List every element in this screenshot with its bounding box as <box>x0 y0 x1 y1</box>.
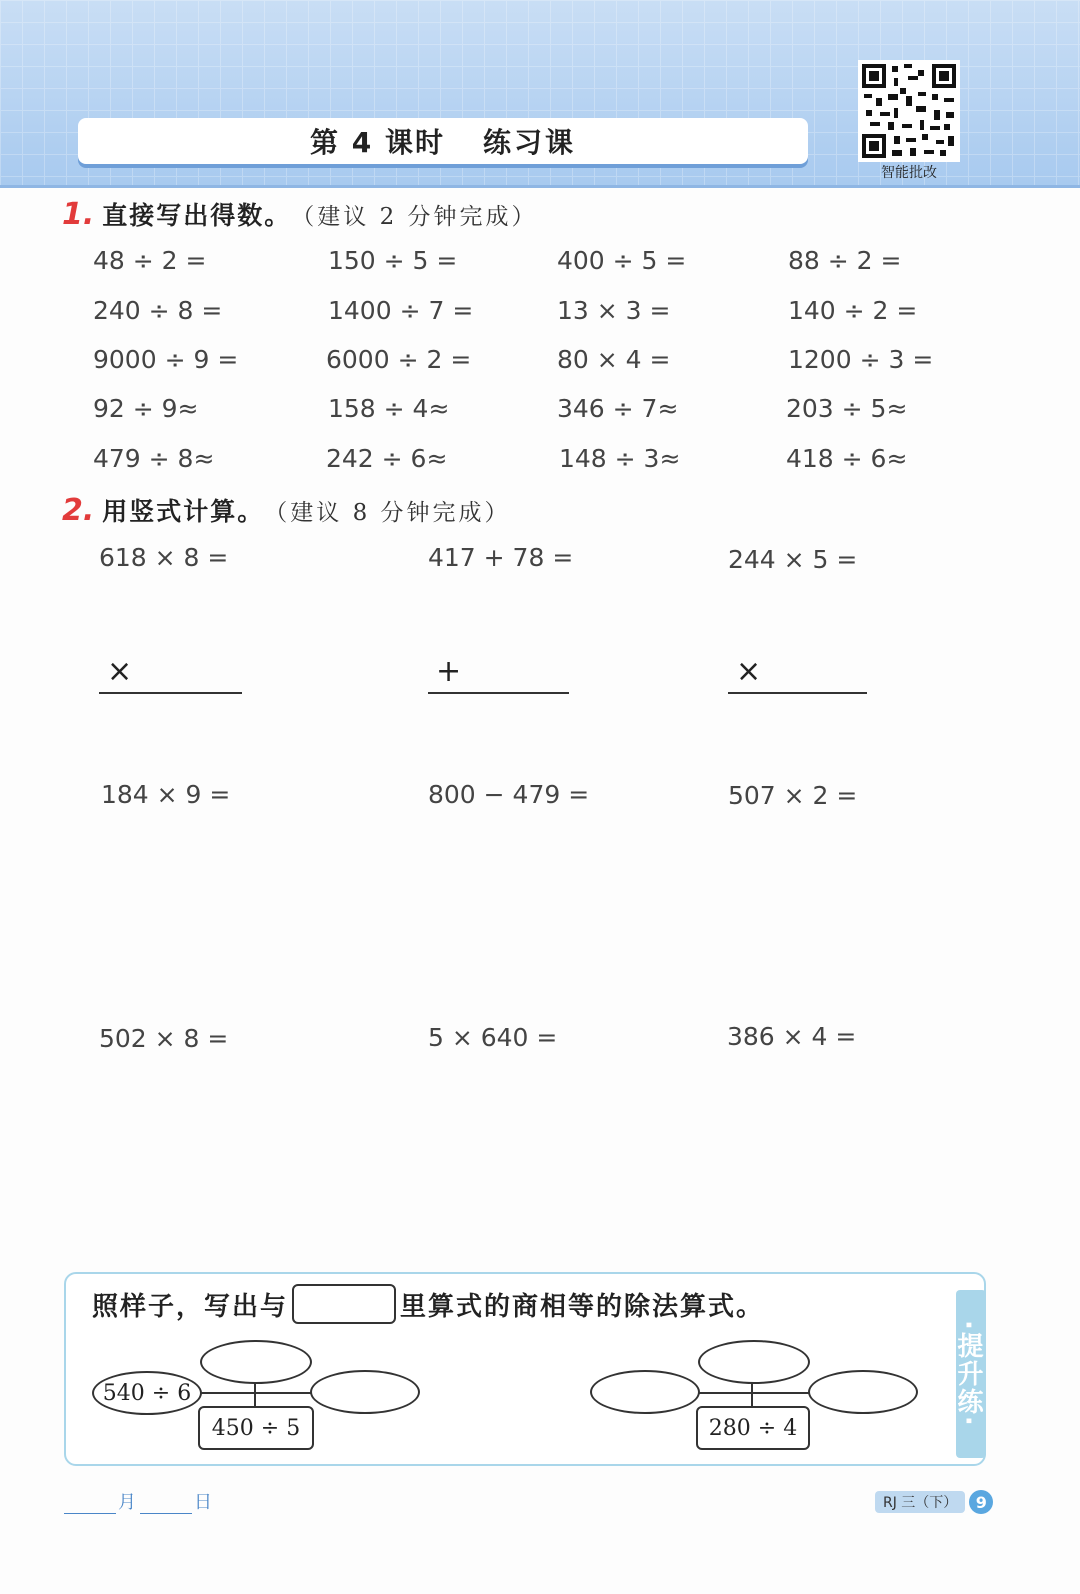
q2-item: 507 × 2 = <box>728 781 858 810</box>
instruction-text: 照样子，写出与 <box>92 1291 289 1322</box>
q1-item: 88 ÷ 2 = <box>788 246 902 275</box>
question-title: 用竖式计算。 <box>102 497 265 526</box>
month-label: 月 <box>118 1492 136 1513</box>
q1-item: 140 ÷ 2 = <box>788 296 918 325</box>
vertical-calc-line[interactable] <box>428 654 569 694</box>
lesson-title-bar <box>78 118 808 164</box>
side-tab-label: ·提升练· <box>956 1290 986 1458</box>
q1-item: 148 ÷ 3≈ <box>559 444 681 473</box>
q2-item: 417 + 78 = <box>428 543 574 572</box>
lesson-number: 第 4 课时 <box>310 126 445 159</box>
day-blank[interactable] <box>140 1513 192 1514</box>
q2-item: 184 × 9 = <box>101 780 231 809</box>
q1-item: 418 ÷ 6≈ <box>786 444 908 473</box>
connector-line <box>751 1380 753 1408</box>
plus-operator: + <box>436 654 462 689</box>
example-oval: 540 ÷ 6 <box>92 1371 202 1415</box>
multiply-operator: × <box>107 654 133 689</box>
q1-item: 240 ÷ 8 = <box>93 296 223 325</box>
q1-item: 150 ÷ 5 = <box>328 246 458 275</box>
lesson-subtitle: 练习课 <box>482 126 576 159</box>
q2-item: 244 × 5 = <box>728 545 858 574</box>
vertical-calc-line[interactable] <box>728 654 867 694</box>
question-title: 直接写出得数。 <box>102 201 292 230</box>
answer-oval[interactable] <box>808 1370 918 1414</box>
multiply-operator: × <box>736 654 762 689</box>
q1-item: 158 ÷ 4≈ <box>328 394 450 423</box>
page-tag <box>875 1490 993 1514</box>
q1-item: 1400 ÷ 7 = <box>328 296 474 325</box>
q2-item: 618 × 8 = <box>99 543 229 572</box>
center-box: 280 ÷ 4 <box>696 1406 810 1450</box>
q1-item: 1200 ÷ 3 = <box>788 345 934 374</box>
q1-item: 48 ÷ 2 = <box>93 246 207 275</box>
q1-item: 13 × 3 = <box>557 296 671 325</box>
q1-item: 242 ÷ 6≈ <box>326 444 448 473</box>
month-blank[interactable] <box>64 1513 116 1514</box>
vertical-calc-line[interactable] <box>99 654 242 694</box>
question-2-heading <box>62 492 511 528</box>
date-field[interactable] <box>64 1488 212 1514</box>
q1-item: 203 ÷ 5≈ <box>786 394 908 423</box>
question-hint: （建议 8 分钟完成） <box>264 500 511 526</box>
q1-item: 479 ÷ 8≈ <box>93 444 215 473</box>
day-label: 日 <box>194 1492 212 1513</box>
center-box: 450 ÷ 5 <box>198 1406 314 1450</box>
q1-item: 9000 ÷ 9 = <box>93 345 239 374</box>
q2-item: 800 − 479 = <box>428 780 590 809</box>
q2-item: 502 × 8 = <box>99 1024 229 1053</box>
connector-line <box>694 1392 814 1394</box>
question-hint: （建议 2 分钟完成） <box>291 204 538 230</box>
q1-item: 346 ÷ 7≈ <box>557 394 679 423</box>
connector-line <box>196 1392 316 1394</box>
answer-oval[interactable] <box>310 1370 420 1414</box>
answer-oval[interactable] <box>590 1370 700 1414</box>
instruction-text: 里算式的商相等的除法算式。 <box>400 1291 765 1322</box>
q1-item: 80 × 4 = <box>557 345 671 374</box>
qr-code-icon[interactable] <box>858 60 960 162</box>
example-box-symbol <box>292 1284 396 1324</box>
question-1-heading <box>62 196 538 232</box>
grade-label: RJ 三（下） <box>875 1491 965 1513</box>
q2-item: 5 × 640 = <box>428 1023 558 1052</box>
q1-item: 6000 ÷ 2 = <box>326 345 472 374</box>
question-number: 1. <box>62 197 95 232</box>
answer-oval[interactable] <box>200 1340 312 1384</box>
q1-item: 400 ÷ 5 = <box>557 246 687 275</box>
q2-item: 386 × 4 = <box>727 1022 857 1051</box>
qr-label: 智能批改 <box>881 165 937 181</box>
question-number: 2. <box>62 493 95 528</box>
connector-line <box>254 1380 256 1408</box>
page-number: 9 <box>969 1490 993 1514</box>
q1-item: 92 ÷ 9≈ <box>93 394 199 423</box>
answer-oval[interactable] <box>698 1340 810 1384</box>
extension-instruction <box>92 1284 764 1324</box>
